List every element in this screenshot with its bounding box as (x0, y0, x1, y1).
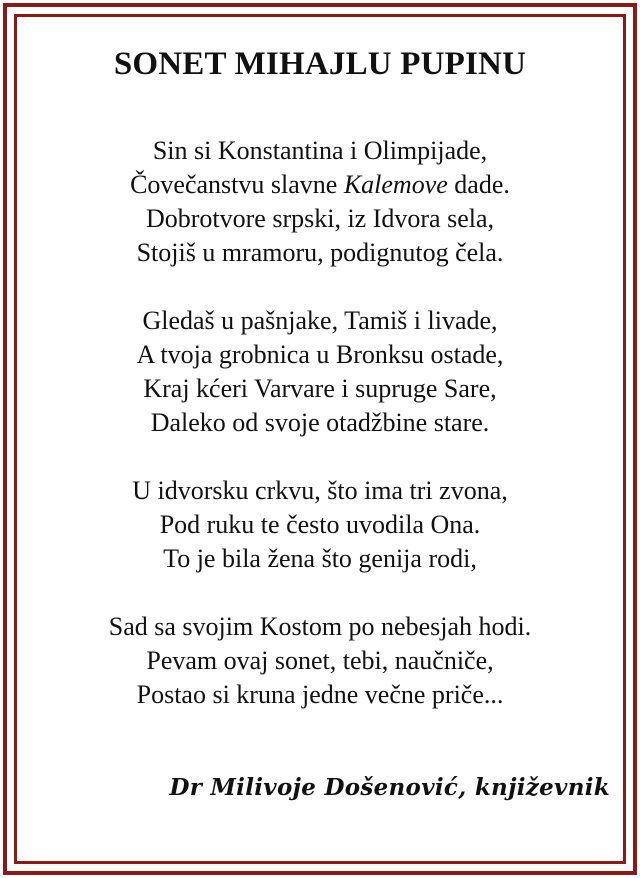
poem-body (0, 134, 640, 746)
poem-line: Dobrotvore srpski, iz Idvora sela, (145, 204, 495, 233)
poem-line: Pod ruku te često uvodila Ona. (159, 510, 481, 539)
poem-line: Stojiš u mramoru, podignutog čela. (136, 238, 504, 267)
poem-line-italic-word: Kalemove (343, 170, 448, 199)
poem-line: Gledaš u pašnjake, Tamiš i livade, (142, 306, 498, 335)
poem-line (0, 168, 640, 202)
poem-line: Postao si kruna jedne večne priče... (136, 680, 504, 709)
author-signature: Dr Milivoje Došenović, književnik (169, 774, 610, 801)
poem-line: A tvoja grobnica u Bronksu ostade, (136, 340, 504, 369)
stanza-1 (0, 134, 640, 270)
poem-line: Daleko od svoje otadžbine stare. (150, 408, 490, 437)
poem-line-text: dade. (447, 170, 510, 199)
poem-title: SONET MIHAJLU PUPINU (113, 46, 527, 82)
poem-line: To je bila žena što genija rodi, (163, 544, 477, 573)
stanza-3 (0, 474, 640, 576)
stanza-4 (0, 610, 640, 712)
poem-line: U idvorsku crkvu, što ima tri zvona, (132, 476, 508, 505)
poem-line: Pevam ovaj sonet, tebi, naučniče, (146, 646, 494, 675)
stanza-2 (0, 304, 640, 440)
poem-line: Sin si Konstantina i Olimpijade, (152, 136, 488, 165)
poem-line-text: Čovečanstvu slavne (130, 170, 344, 199)
poem-line: Kraj kćeri Varvare i supruge Sare, (143, 374, 497, 403)
poem-line: Sad sa svojim Kostom po nebesjah hodi. (108, 612, 532, 641)
